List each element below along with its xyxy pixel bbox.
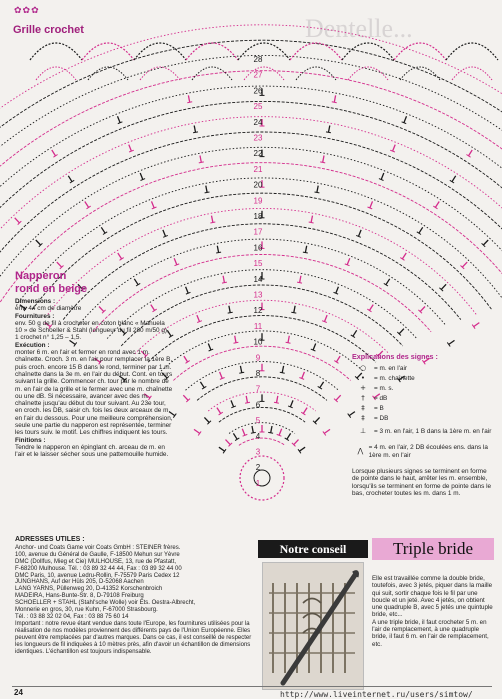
stitch-mark xyxy=(311,216,312,223)
stitch-mark xyxy=(329,126,330,133)
bride-paragraph: A une triple bride, il faut crocheter 5 m. en l'air de remplacement, à une quadruple bride, il faut 6 m. en l'air de remplacement, etc. xyxy=(372,618,489,648)
stitch-mark xyxy=(435,202,439,208)
stitch-mark xyxy=(369,305,373,311)
stitch-mark xyxy=(325,315,328,322)
execution-text: monter 6 m. en l'air et fermer en rond avec 1 m. chaînette. Croch. 3 m. en l'air pour remplacer la 1ère B, puis croch. encore 15 B dans le rond, terminer par 1 m. chaînette dans la 3e m. en l'air du début. Cont. en tours suivant la grille. Commencer ch. tour par le nombre de m. en l'air de la grille et le fermer avec une m. chaînette ou une dB. Si nécessaire, avancer avec des m. chaînette jusqu'au début du tour suivant. Au 23e tour, en croch. les DB, saisir ch. fois les deux arceaux de m. en l'air du dessous. Pour une meilleure compréhension, seule une partie du napperon est représentée, terminer les tours suiv. le motif. Les chiffres indiquent les tours. xyxy=(15,349,173,437)
stitch-mark xyxy=(323,156,324,163)
stitch-mark xyxy=(299,447,305,451)
scallop-arc-inner xyxy=(140,67,180,80)
row-number-label: 26 xyxy=(253,86,263,96)
stitch-mark xyxy=(336,395,341,400)
stitch-crossbar xyxy=(280,372,285,373)
stitch-mark xyxy=(452,176,456,182)
pattern-title-line1: Napperon xyxy=(15,270,67,282)
stitch-mark xyxy=(186,287,189,294)
stitch-mark xyxy=(200,382,204,388)
row-number-label: 28 xyxy=(253,55,263,64)
notre-conseil-label: Notre conseil xyxy=(258,540,368,558)
row-number-label: 27 xyxy=(253,70,263,80)
header-ornament-icon: ✿✿✿ xyxy=(14,6,40,16)
row-number-label: 6 xyxy=(255,400,261,410)
stitch-mark xyxy=(36,240,41,245)
stitch-mark xyxy=(212,216,213,223)
row-number-label: 4 xyxy=(255,431,261,441)
stitch-mark xyxy=(118,253,122,259)
triple-bride-illustration xyxy=(262,562,364,690)
stitch-mark xyxy=(305,246,306,253)
row-number-label: 12 xyxy=(253,306,263,316)
legend-note: Lorsque plusieurs signes se terminent en forme de pointe dans le haut, arrêter les m. ensemble, lorsqu'ils se terminent en forme de pointe dans le bas, crocheter toutes les m. dans 1 m. xyxy=(352,467,492,498)
stitch-mark xyxy=(353,330,357,336)
legend-item xyxy=(352,384,492,394)
bride-paragraph: Elle est travaillée comme la double bride, toutefois, avec 3 jetés, piquer dans la maille qui suit, sortir chaque fois le fil par une boucle et un jeté. Avec 4 jetés, on obtient une quadruple B, avec 5 jetés une quintuple bride, etc... xyxy=(372,575,493,619)
address-line: Anchor- und Coats Game voir Coats GmbH : STEINER frères. xyxy=(15,544,181,551)
stitch-crossbar xyxy=(303,252,308,253)
stitch-mark xyxy=(381,173,384,180)
stitch-mark xyxy=(246,396,247,403)
stitch-crossbar xyxy=(315,192,320,193)
stitch-mark xyxy=(347,258,350,265)
legend-title: Explications des signes : xyxy=(352,352,438,361)
treble-crochet-icon: ‡ xyxy=(361,413,365,422)
legend-item-text: = B xyxy=(374,404,384,412)
dimensions-text: env. 44 cm de diamètre xyxy=(15,305,82,313)
stitch-mark xyxy=(370,201,373,208)
stitch-mark xyxy=(233,433,237,439)
stitch-mark xyxy=(290,400,293,407)
bleed-through-text: Dentelle... xyxy=(305,14,413,43)
stitch-mark xyxy=(85,202,89,208)
chain-double-icon: ⊥ xyxy=(359,426,367,435)
stitch-mark xyxy=(404,116,407,123)
row-number-label: 22 xyxy=(253,149,263,159)
stitch-mark xyxy=(315,417,320,422)
scallop-arc-inner xyxy=(244,67,284,80)
row-number-label: 8 xyxy=(255,369,261,378)
chart-round-arc xyxy=(239,438,285,445)
stitch-mark xyxy=(101,227,105,233)
stitch-mark xyxy=(68,176,72,182)
stitch-mark xyxy=(294,440,299,445)
source-url[interactable]: http://www.liveinternet.ru/users/simtow/ xyxy=(280,690,473,699)
scallop-arc-inner xyxy=(348,67,388,80)
row-number-label: 20 xyxy=(253,180,263,190)
row-number-label: 24 xyxy=(253,117,263,127)
legend-item-text: = m. s. xyxy=(374,384,394,392)
stitch-mark xyxy=(279,429,282,436)
scallop-arc xyxy=(238,43,290,60)
scallop-arc xyxy=(290,43,342,60)
crochet-hook-illustration-icon xyxy=(263,563,363,689)
stitch-mark xyxy=(188,95,189,102)
stitch-mark xyxy=(474,323,480,327)
stitch-mark xyxy=(15,218,20,223)
stitch-mark xyxy=(252,426,253,433)
stitch-crossbar xyxy=(274,402,279,403)
scallop-arc-inner xyxy=(296,67,336,80)
stitch-mark xyxy=(229,306,230,313)
row-number-label: 13 xyxy=(253,290,263,300)
half-double-icon: † xyxy=(361,393,365,402)
legend-item-text: = m. en l'air xyxy=(374,364,408,372)
address-line: 100, avenue du Général de Gaulle, F-18500 Mehun sur Yèvre xyxy=(15,551,180,558)
stitch-mark xyxy=(336,356,340,362)
stitch-crossbar xyxy=(205,192,210,193)
legend-item-text: = dB xyxy=(374,394,388,402)
stitch-mark xyxy=(462,262,467,267)
stitch-mark xyxy=(118,116,121,123)
stitch-crossbar xyxy=(210,222,215,223)
stitch-mark xyxy=(271,426,272,433)
stitch-crossbar xyxy=(320,162,325,163)
triple-bride-text xyxy=(372,575,496,648)
row-number-label: 25 xyxy=(253,102,263,112)
row-number-label: 11 xyxy=(253,321,263,331)
stitch-mark xyxy=(52,150,56,156)
row-number-label: 23 xyxy=(253,133,263,143)
fournitures-label: Fournitures : xyxy=(15,312,55,320)
stitch-mark xyxy=(393,145,396,152)
stitch-mark xyxy=(57,262,62,267)
stitch-crossbar xyxy=(216,252,221,253)
stitch-mark xyxy=(313,344,316,351)
stitch-mark xyxy=(399,329,404,334)
row-number-label: 9 xyxy=(255,353,261,363)
stitch-crossbar xyxy=(222,282,227,283)
legend-item xyxy=(352,364,492,374)
row-number-label: 3 xyxy=(255,447,261,457)
stitch-mark xyxy=(334,95,335,102)
address-line: SCHOELLER + STAHL (Stahl'sche Wolle) voir Ets. Oestra-Albrecht, xyxy=(15,600,196,607)
row-number-label: 16 xyxy=(253,243,263,253)
stitch-mark xyxy=(242,429,245,436)
stitch-crossbar xyxy=(332,102,337,103)
fournitures-text: env. 50 g de fil à crocheter en coton blanc « Manuela 10 » de Schoeller & Stahl (longueur du fil 280 m/50 g), 1 crochet n° 1,25 – 1,5. xyxy=(15,319,169,342)
row-number-label: 7 xyxy=(255,384,261,394)
stitch-mark xyxy=(184,356,188,362)
legend-item-text: = 4 m. en l'air, 2 DB écoulées ens. dans la 1ère m. en l'air xyxy=(368,444,488,459)
scallop-arc-inner xyxy=(36,67,76,80)
stitch-crossbar xyxy=(234,342,239,343)
stitch-crossbar xyxy=(326,132,331,133)
row-number-label: 10 xyxy=(253,337,263,347)
stitch-mark xyxy=(320,382,324,388)
chart-round-arc xyxy=(0,55,502,293)
row-number-label: 18 xyxy=(253,212,263,221)
legend-item xyxy=(352,404,492,414)
stitch-mark xyxy=(288,336,289,343)
stitch-mark xyxy=(235,336,236,343)
scallop-arc xyxy=(134,43,186,60)
legend-item-text: = DB xyxy=(374,414,389,422)
chart-round-arc xyxy=(219,407,305,422)
stitch-mark xyxy=(226,440,231,445)
row-number-label: 19 xyxy=(253,196,263,206)
stitch-mark xyxy=(204,417,209,422)
center-ring xyxy=(240,456,284,500)
stitch-mark xyxy=(140,173,143,180)
stitch-mark xyxy=(220,372,223,379)
legend-item xyxy=(352,374,492,384)
stitch-mark xyxy=(163,230,166,237)
chart-round-arc xyxy=(0,71,502,293)
stitch-mark xyxy=(183,395,188,400)
stitch-mark xyxy=(217,408,221,414)
stitch-mark xyxy=(231,400,234,407)
legend-item xyxy=(352,444,492,460)
stitch-crossbar xyxy=(228,312,233,313)
stitch-mark xyxy=(386,279,390,285)
stitch-mark xyxy=(277,396,278,403)
stitch-mark xyxy=(300,276,301,283)
finitions-text: Tendre le napperon en épinglant ch. arceau de m. en l'air et le laisser sécher sous une pattemouille humide. xyxy=(15,443,169,459)
useful-addresses xyxy=(15,537,255,655)
scallop-arc xyxy=(446,43,498,60)
stitch-mark xyxy=(194,126,195,133)
address-line: Monnerie en gros, 30, rue Kuhn, F-67000 Strasbourg. xyxy=(15,607,158,614)
stitch-mark xyxy=(402,253,406,259)
scallop-arc xyxy=(342,43,394,60)
stitch-mark xyxy=(287,433,291,439)
footer-divider xyxy=(12,686,492,687)
address-title: ADRESSES UTILES : xyxy=(15,536,85,543)
chart-round-arc xyxy=(0,117,502,295)
stitch-mark xyxy=(483,240,488,245)
stitch-mark xyxy=(324,429,330,433)
stitch-mark xyxy=(223,276,224,283)
stitch-mark xyxy=(200,156,201,163)
pattern-title-line2: rond en beige xyxy=(15,283,88,295)
chain-stitch-icon: ○ xyxy=(359,363,367,372)
address-line: JUNGHANS, Auf der Hüls 205, D-52068 Aachen xyxy=(15,579,144,586)
row-number-label: 5 xyxy=(255,416,261,426)
stitch-mark xyxy=(240,366,241,373)
stitch-crossbar xyxy=(193,132,198,133)
row-number-label: 21 xyxy=(253,164,263,174)
slip-stitch-icon: • xyxy=(360,373,366,382)
stitch-mark xyxy=(197,315,200,322)
stitch-mark xyxy=(359,230,362,237)
address-line: LANG YARNS, Püllenweg 20, D-41352 Korschenbroich xyxy=(15,586,163,593)
stitch-mark xyxy=(152,201,155,208)
scallop-arc xyxy=(30,43,82,60)
section-title: Grille crochet xyxy=(13,24,84,36)
stitch-mark xyxy=(302,372,305,379)
address-line: DMC (Dollfus, Mieg et Cie) MULHOUSE, 13, rue de Pfastatt, xyxy=(15,558,177,565)
stitch-mark xyxy=(441,284,446,289)
address-line: F-68200 Mulhouse. Tél. : 03 89 32 44 44, Fax : 03 89 32 44 00 xyxy=(15,565,182,572)
stitch-crossbar xyxy=(187,102,192,103)
stitch-crossbar xyxy=(245,402,250,403)
triple-bride-title: Triple bride xyxy=(372,538,494,560)
stitch-mark xyxy=(449,340,455,344)
legend-item-text: = m. chaînette xyxy=(374,374,415,382)
stitch-mark xyxy=(134,279,138,285)
address-line: Tél. : 03 88 32 02 04, Fax : 03 88 75 60 14 xyxy=(15,613,129,620)
chart-round-arc xyxy=(173,346,350,380)
symbol-legend xyxy=(352,353,492,498)
execution-label: Exécution : xyxy=(15,341,50,349)
scallop-arc-inner xyxy=(400,67,440,80)
stitch-mark xyxy=(217,246,218,253)
stitch-mark xyxy=(336,287,339,294)
stitch-crossbar xyxy=(268,432,273,433)
stitch-crossbar xyxy=(199,162,204,163)
chart-round-arc xyxy=(0,40,502,295)
pattern-instructions xyxy=(15,298,173,459)
important-note: Important : notre revue étant vendue dans toute l'Europe, les fournitures utilisées pour la réalisation de nos modèles proviennent des différents pays de l'Union Européenne. Elles peuvent être remplacées par d'autres marques. Dans ce cas, il est conseillé de respecter les longueurs de fil indiquées à 10 mètres près, afin d'avoir un échantillon de dimensions identiques. L'échantillon est toujours indispensable. xyxy=(15,620,252,655)
address-line: MADEIRA, Hans-Bunte-Str. 8, D-79108 Freiburg xyxy=(15,593,144,600)
stitch-mark xyxy=(194,429,200,433)
stitch-mark xyxy=(419,227,423,233)
stitch-mark xyxy=(317,186,318,193)
stitch-mark xyxy=(303,408,307,414)
stitch-crossbar xyxy=(239,372,244,373)
row-number-label: 2 xyxy=(255,463,261,473)
stitch-mark xyxy=(294,306,295,313)
row-number-label: 1 xyxy=(255,478,261,488)
stitch-crossbar xyxy=(309,222,314,223)
stitch-mark xyxy=(219,447,225,451)
stitch-mark xyxy=(469,150,473,156)
stitch-crossbar xyxy=(291,312,296,313)
stitch-mark xyxy=(282,366,283,373)
cluster-stitch-icon: ⋀ xyxy=(357,446,364,455)
legend-item xyxy=(352,414,492,424)
double-crochet-icon: ‡ xyxy=(361,403,365,412)
row-number-label: 17 xyxy=(253,227,263,237)
legend-item xyxy=(352,394,492,404)
page-number: 24 xyxy=(14,688,23,697)
legend-item xyxy=(352,424,492,440)
stitch-crossbar xyxy=(286,342,291,343)
stitch-crossbar xyxy=(297,282,302,283)
row-number-label: 14 xyxy=(253,274,263,284)
finitions-label: Finitions : xyxy=(15,436,46,444)
address-line: DMC Paris, 10, avenue Ledru-Rollin, F-75579 Paris Cedex 12 xyxy=(15,572,180,579)
scallop-arc xyxy=(394,43,446,60)
stitch-mark xyxy=(208,344,211,351)
legend-item-text: = 3 m. en l'air, 1 B dans la 1ère m. en l'air xyxy=(374,427,492,435)
dimensions-label: Dimensions : xyxy=(15,298,56,305)
pattern-title xyxy=(15,270,87,296)
stitch-mark xyxy=(129,145,132,152)
chart-round-arc xyxy=(0,25,502,297)
single-crochet-icon: + xyxy=(360,383,366,392)
stitch-mark xyxy=(174,258,177,265)
stitch-mark xyxy=(206,186,207,193)
row-number-label: 15 xyxy=(253,259,263,269)
stitch-mark xyxy=(420,307,425,312)
